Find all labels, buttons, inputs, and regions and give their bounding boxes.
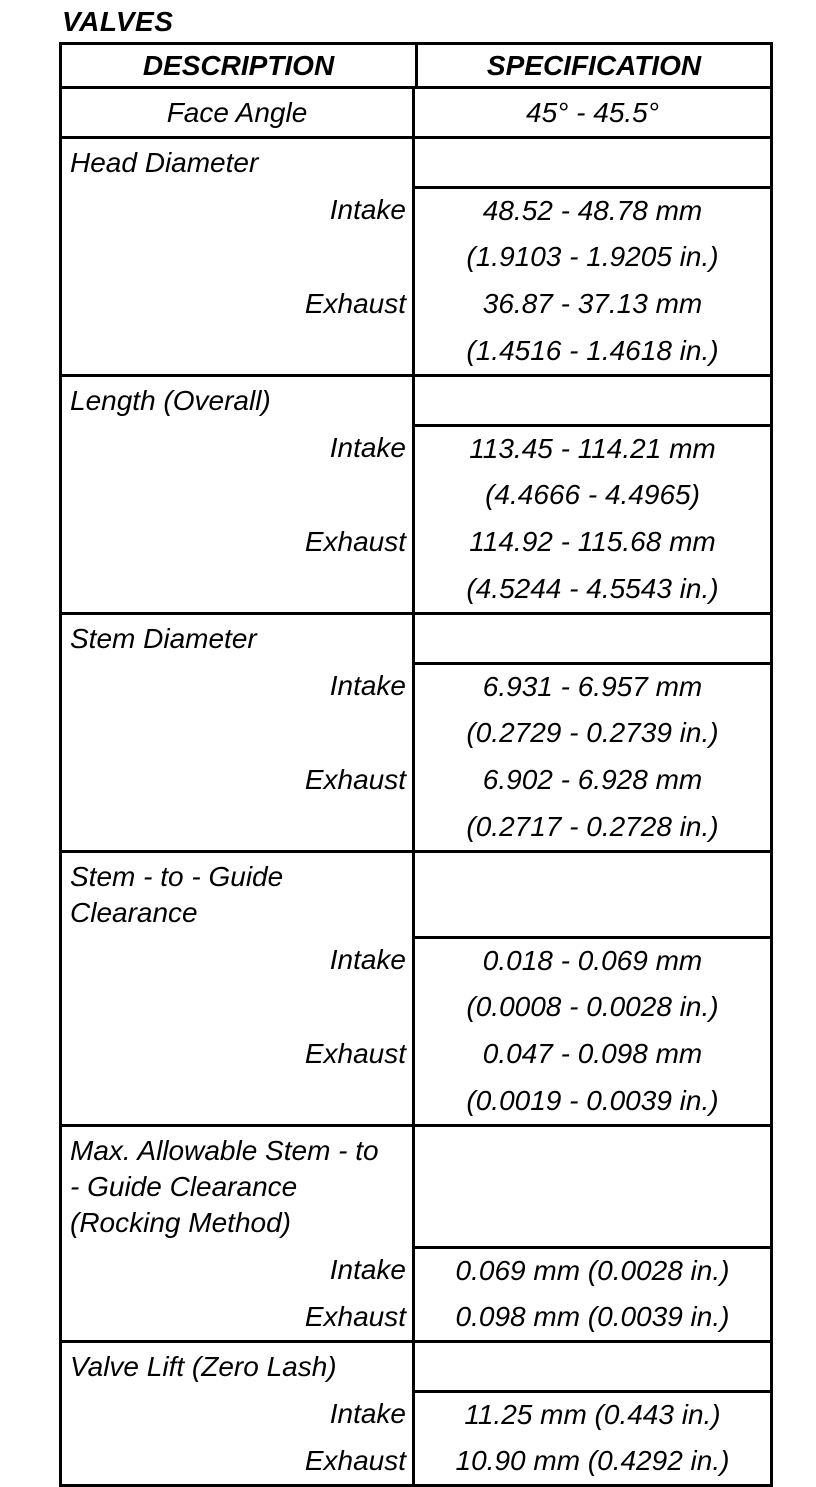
- row-value: (0.2717 - 0.2728 in.): [466, 810, 719, 842]
- row-name: [62, 1077, 415, 1124]
- section-label: Head Diameter: [70, 147, 259, 178]
- section-length-overall: [59, 377, 773, 615]
- row-value: 0.069 mm (0.0028 in.): [415, 1246, 770, 1293]
- row-name: Intake: [62, 662, 415, 709]
- spec-table: [59, 42, 773, 1487]
- row-value: (0.2729 - 0.2739 in.): [466, 716, 719, 748]
- row-value: 11.25 mm (0.443 in.): [415, 1390, 770, 1437]
- row-value: 6.902 - 6.928 mm: [482, 763, 703, 795]
- section-label-line: Stem - to - Guide: [70, 861, 284, 892]
- row-name: Exhaust: [62, 1437, 415, 1484]
- section-label-line: Clearance: [70, 897, 198, 928]
- header-description: DESCRIPTION: [62, 45, 418, 86]
- section-label-line: (Rocking Method): [70, 1207, 291, 1238]
- row-name: [62, 709, 415, 756]
- section-label: Stem Diameter: [70, 623, 257, 654]
- row-name: Exhaust: [62, 756, 415, 803]
- row-name: Intake: [62, 186, 415, 233]
- row-value: 0.047 - 0.098 mm: [482, 1037, 703, 1069]
- row-name: [62, 327, 415, 374]
- row-name: Intake: [62, 936, 415, 983]
- row-value: (4.5244 - 4.5543 in.): [466, 572, 719, 604]
- table-header: [59, 42, 773, 89]
- row-value: 113.45 - 114.21 mm: [415, 424, 770, 471]
- row-value: 6.931 - 6.957 mm: [415, 662, 770, 709]
- section-label: Length (Overall): [70, 385, 271, 416]
- section-stem-diameter: [59, 615, 773, 853]
- row-name: Exhaust: [62, 1293, 415, 1340]
- section-max-allowable-clearance: [59, 1127, 773, 1343]
- row-name: Intake: [62, 1390, 415, 1437]
- row-value: 10.90 mm (0.4292 in.): [455, 1444, 730, 1476]
- section-label: Valve Lift (Zero Lash): [70, 1351, 337, 1382]
- row-name: [62, 233, 415, 280]
- section-label-line: Max. Allowable Stem - to: [70, 1135, 379, 1166]
- row-name: [62, 983, 415, 1030]
- section-valve-lift: [59, 1343, 773, 1487]
- row-value: 114.92 - 115.68 mm: [469, 525, 716, 557]
- row-value: 0.018 - 0.069 mm: [415, 936, 770, 983]
- section-label: [62, 1127, 412, 1246]
- row-name: Intake: [62, 424, 415, 471]
- row-value: (0.0008 - 0.0028 in.): [466, 990, 719, 1022]
- header-specification: SPECIFICATION: [486, 49, 702, 81]
- section-label-line: - Guide Clearance: [70, 1171, 298, 1202]
- row-name: Exhaust: [62, 280, 415, 327]
- row-name: Intake: [62, 1246, 415, 1293]
- row-value: (1.9103 - 1.9205 in.): [466, 240, 719, 272]
- row-value: 0.098 mm (0.0039 in.): [455, 1300, 730, 1332]
- section-head-diameter: [59, 139, 773, 377]
- section-stem-guide-clearance: [59, 853, 773, 1127]
- row-value: 48.52 - 48.78 mm: [415, 186, 770, 233]
- row-value: (0.0019 - 0.0039 in.): [466, 1084, 719, 1116]
- row-name: Exhaust: [62, 1030, 415, 1077]
- face-angle-label: Face Angle: [62, 89, 415, 136]
- row-name: Exhaust: [62, 518, 415, 565]
- face-angle-value: 45° - 45.5°: [526, 96, 659, 128]
- section-face-angle: [59, 89, 773, 139]
- row-value: (1.4516 - 1.4618 in.): [466, 334, 719, 366]
- row-value: 36.87 - 37.13 mm: [482, 287, 703, 319]
- section-label: [62, 853, 412, 936]
- row-value: (4.4666 - 4.4965): [485, 478, 700, 510]
- row-name: [62, 565, 415, 612]
- page-title: VALVES: [62, 6, 174, 37]
- row-name: [62, 803, 415, 850]
- row-name: [62, 471, 415, 518]
